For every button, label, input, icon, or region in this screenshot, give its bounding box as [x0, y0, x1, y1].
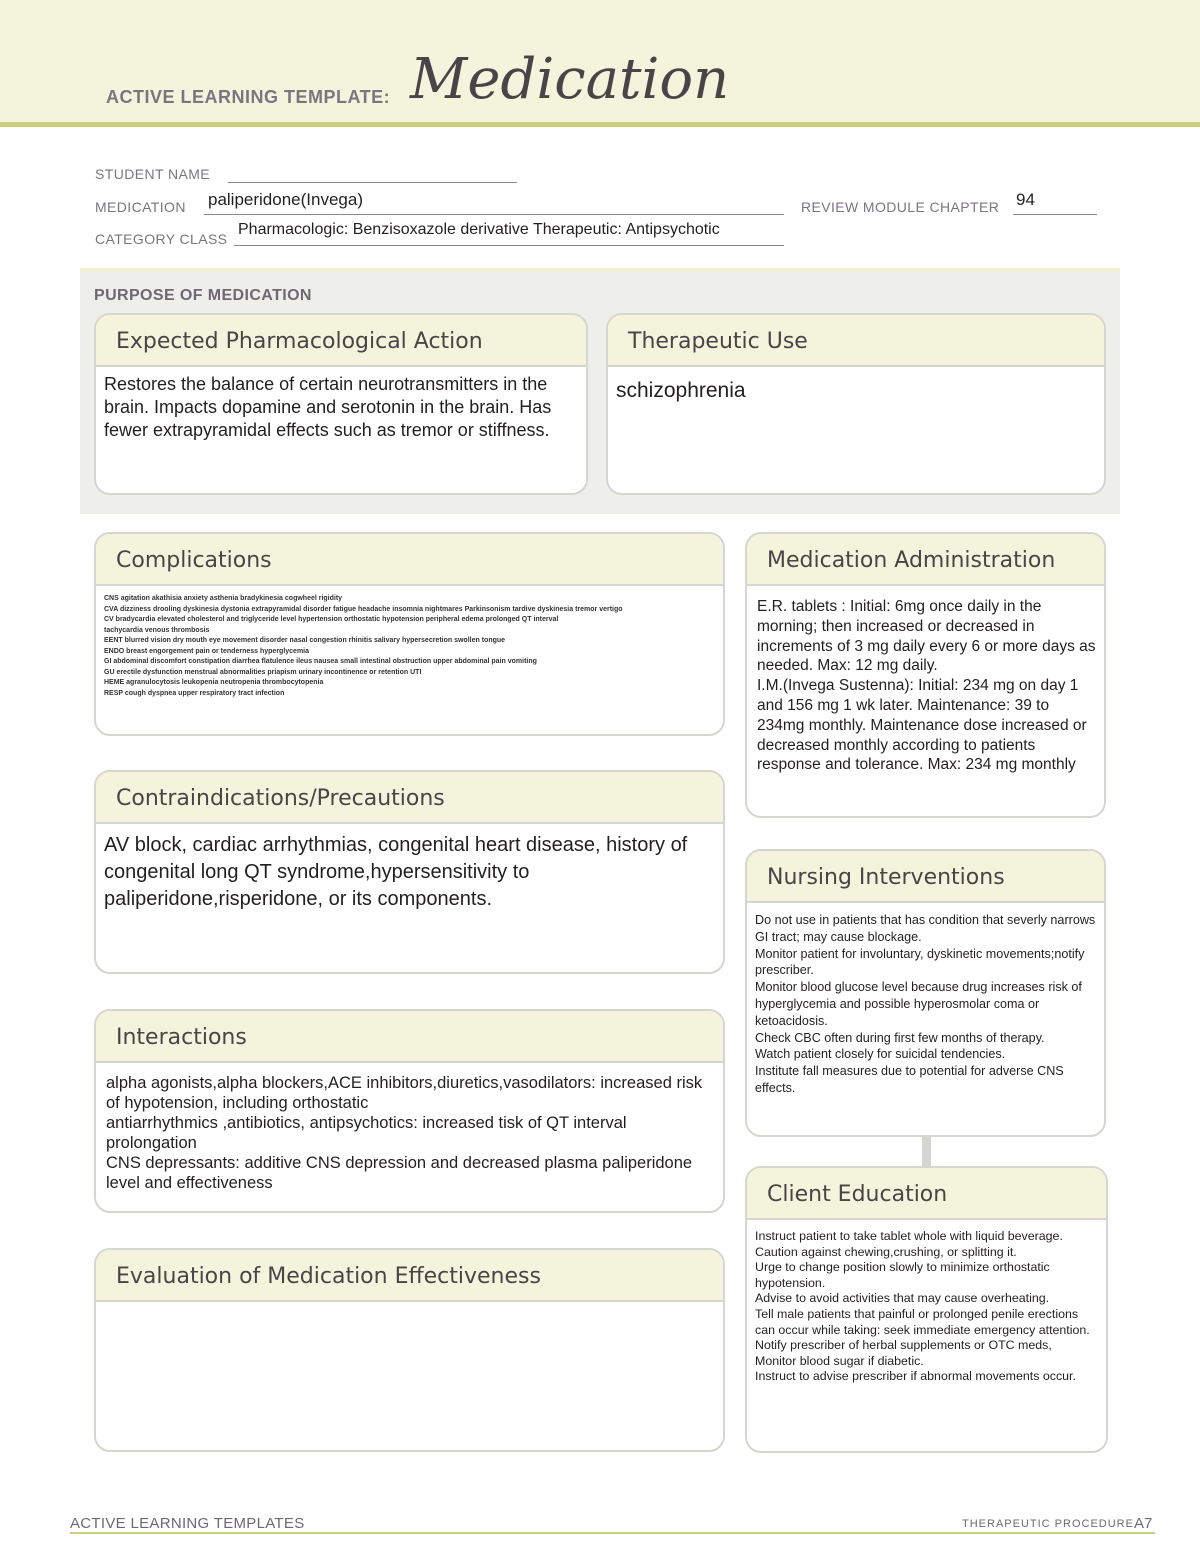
- student-name-field[interactable]: [228, 182, 517, 183]
- complication-line: EENT blurred vision dry mouth eye movement disorder nasal congestion rhinitis salivary hypersecretion swollen tongue: [104, 637, 506, 644]
- interaction-line: CNS depressants: additive CNS depression and decreased plasma paliperidone level and effectiveness: [106, 1154, 693, 1192]
- expected-action-title: Expected Pharmacological Action: [96, 315, 586, 367]
- interactions-text[interactable]: [96, 1063, 723, 1193]
- therapeutic-use-text[interactable]: schizophrenia: [616, 379, 746, 402]
- review-module-label: REVIEW MODULE CHAPTER: [801, 199, 1000, 215]
- purpose-label: PURPOSE OF MEDICATION: [94, 287, 312, 304]
- page-title: Medication: [410, 47, 730, 112]
- footer-rule: [70, 1532, 1155, 1534]
- medication-value: paliperidone(Invega): [208, 190, 363, 209]
- interactions-title: Interactions: [96, 1011, 723, 1063]
- education-line: Urge to change position slowly to minimize orthostatic hypotension.: [755, 1260, 1050, 1290]
- footer-left-label: ACTIVE LEARNING TEMPLATES: [70, 1515, 305, 1532]
- complication-line: CVA dizziness drooling dyskinesia dystonia extrapyramidal disorder fatigue headache insomnia nightmares Parkinsonism tardive dyskinesia tremor vertigo: [104, 605, 623, 613]
- medication-field[interactable]: [204, 214, 784, 215]
- category-class-label: CATEGORY CLASS: [95, 231, 228, 247]
- education-line: Notify prescriber of herbal supplements or OTC meds,: [755, 1338, 1052, 1353]
- nursing-line: Check CBC often during first few months of therapy.: [755, 1030, 1045, 1045]
- expected-action-card: [94, 313, 588, 495]
- administration-line: I.M.(Invega Sustenna): Initial: 234 mg on day 1 and 156 mg 1 wk later. Maintenance: 39 to 234mg monthly. Maintenance dose increased or decreased monthly according to patients response and tolerance. Max: 234 mg monthly: [757, 677, 1087, 774]
- evaluation-text[interactable]: [96, 1302, 723, 1308]
- complications-text[interactable]: [96, 586, 723, 699]
- complication-line: RESP cough dyspnea upper respiratory tract infection: [104, 689, 285, 697]
- education-title: Client Education: [747, 1168, 1106, 1220]
- complication-line: GI abdominal discomfort constipation diarrhea flatulence ileus nausea small intestinal obstruction upper abdominal pain vomiting: [104, 658, 537, 665]
- education-line: Instruct to advise prescriber if abnormal movements occur.: [755, 1369, 1076, 1384]
- evaluation-card: [94, 1248, 725, 1452]
- nursing-line: Monitor blood glucose level because drug increases risk of hyperglycemia and possible hyperosmolar coma or ketoacidosis.: [755, 980, 1082, 1028]
- administration-card: [745, 532, 1106, 818]
- review-module-value: 94: [1016, 190, 1035, 209]
- complication-line: ENDO breast engorgement pain or tenderness hyperglycemia: [104, 647, 310, 655]
- page-number: A7: [1134, 1515, 1153, 1532]
- category-class-field[interactable]: [234, 245, 784, 246]
- therapeutic-use-title: Therapeutic Use: [608, 315, 1104, 367]
- complications-title: Complications: [96, 534, 723, 586]
- interactions-card: [94, 1009, 725, 1213]
- education-text[interactable]: [747, 1220, 1106, 1385]
- complications-card: [94, 532, 725, 736]
- contraindications-title: Contraindications/Precautions: [96, 772, 723, 824]
- complication-line: CNS agitation akathisia anxiety asthenia bradykinesia cogwheel rigidity: [104, 595, 343, 602]
- interaction-line: alpha agonists,alpha blockers,ACE inhibitors,diuretics,vasodilators: increased risk of hypotension, including orthostatic: [106, 1074, 703, 1112]
- review-module-field[interactable]: [1013, 214, 1097, 215]
- nursing-title: Nursing Interventions: [747, 851, 1104, 903]
- education-line: Monitor blood sugar if diabetic.: [755, 1353, 924, 1368]
- complication-line: HEME agranulocytosis leukopenia neutropenia thrombocytopenia: [104, 679, 324, 686]
- nursing-line: Watch patient closely for suicidal tendencies.: [755, 1047, 1006, 1062]
- footer-right-label: THERAPEUTIC PROCEDURE: [962, 1518, 1134, 1530]
- nursing-line: Monitor patient for involuntary, dyskinetic movements;notify prescriber.: [755, 946, 1085, 978]
- nursing-line: Institute fall measures due to potential for adverse CNS effects.: [755, 1064, 1064, 1095]
- student-name-label: STUDENT NAME: [95, 166, 210, 182]
- complication-line: CV bradycardia elevated cholesterol and triglyceride level hypertension orthostatic hypotension peripheral edema prolonged QT interval: [104, 616, 559, 623]
- nursing-card: [745, 849, 1106, 1137]
- template-label: ACTIVE LEARNING TEMPLATE:: [106, 87, 391, 107]
- therapeutic-use-card: [606, 313, 1106, 495]
- education-card: [745, 1166, 1108, 1453]
- interaction-line: antiarrhythmics ,antibiotics, antipsychotics: increased tisk of QT interval prolongation: [106, 1114, 627, 1152]
- administration-title: Medication Administration: [747, 534, 1104, 586]
- medication-label: MEDICATION: [95, 199, 186, 215]
- education-line: Tell male patients that painful or prolonged penile erections can occur while taking: seek immediate emergency attention.: [755, 1306, 1090, 1337]
- complication-line: tachycardia venous thrombosis: [104, 626, 210, 634]
- administration-text[interactable]: [747, 586, 1104, 775]
- category-class-value: Pharmacologic: Benzisoxazole derivative Therapeutic: Antipsychotic: [238, 221, 720, 238]
- header-rule: [0, 122, 1200, 127]
- contraindications-text[interactable]: AV block, cardiac arrhythmias, congenital heart disease, history of congenital long QT syndrome,hypersensitivity to paliperidone,risperidone, or its components.: [104, 834, 688, 910]
- administration-line: E.R. tablets : Initial: 6mg once daily in the morning; then increased or decreased in increments of 3 mg daily every 6 or more days as needed. Max: 12 mg daily.: [757, 598, 1096, 675]
- education-line: Advise to avoid activities that may cause overheating.: [755, 1291, 1050, 1306]
- complication-line: GU erectile dysfunction menstrual abnormalities priapism urinary incontinence or retention UTI: [104, 668, 422, 676]
- card-connector: [922, 1137, 931, 1167]
- expected-action-text[interactable]: Restores the balance of certain neurotransmitters in the brain. Impacts dopamine and serotonin in the brain. Has fewer extrapyramidal effects such as tremor or stiffness.: [104, 374, 552, 440]
- education-line: Instruct patient to take tablet whole with liquid beverage.: [755, 1229, 1063, 1243]
- education-line: Caution against chewing,crushing, or splitting it.: [755, 1244, 1017, 1259]
- nursing-text[interactable]: [747, 903, 1104, 1097]
- contraindications-card: [94, 770, 725, 974]
- evaluation-title: Evaluation of Medication Effectiveness: [96, 1250, 723, 1302]
- nursing-line: Do not use in patients that has condition that severly narrows GI tract; may cause blockage.: [755, 913, 1096, 944]
